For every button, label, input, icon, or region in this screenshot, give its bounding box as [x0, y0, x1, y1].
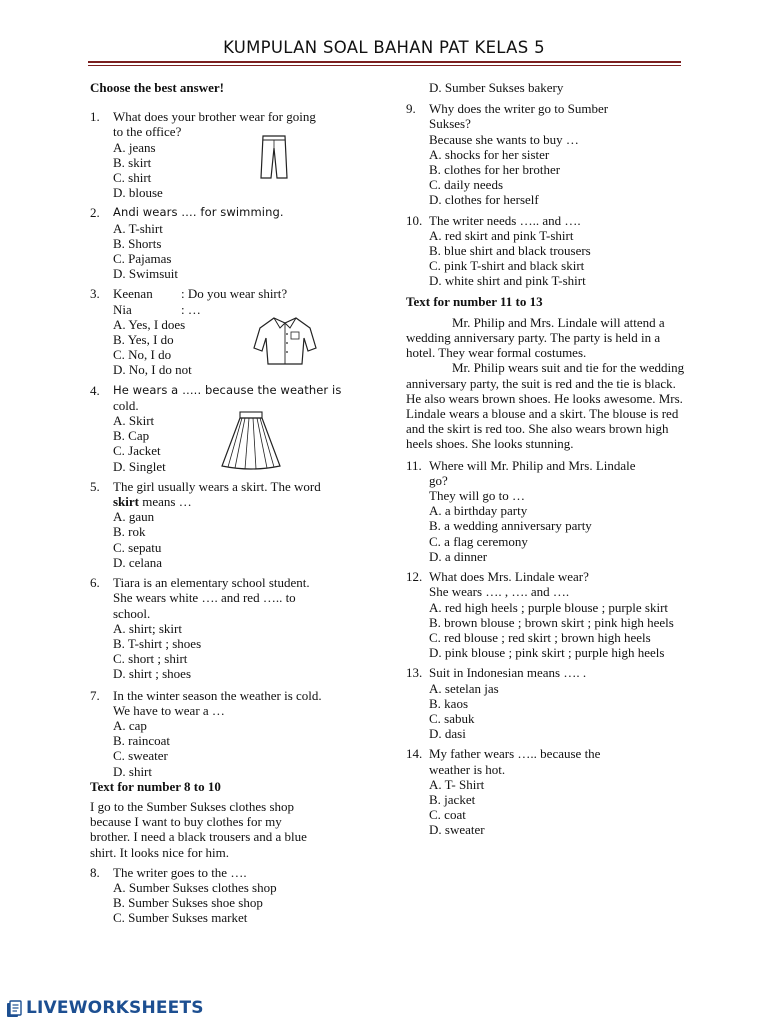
question-text: He wears a ….. because the weather is — [113, 382, 342, 397]
question-text — [113, 494, 395, 509]
question-text: She wears white …. and red ….. to — [113, 590, 296, 606]
title-rule-thick — [88, 61, 681, 63]
speaker: Nia — [113, 301, 132, 317]
keyword: skirt — [113, 494, 139, 510]
option-b[interactable]: B. rok — [113, 524, 146, 540]
reading-text — [90, 799, 395, 860]
option-a[interactable]: A. cap — [113, 717, 147, 733]
question-text: My father wears ….. because the — [429, 746, 601, 762]
option-a[interactable]: A. Sumber Sukses clothes shop — [113, 879, 277, 895]
brand-name: LIVEWORKSHEETS — [26, 998, 204, 1019]
reading-text-paragraph-2: Mr. Philip wears suit and tie for the wedding anniversary party, the suit is red and the tie is black. He also wears brown shoes. He looks awesome. Mrs. Lindale wears a blouse and a skirt. The blouse is red and the skirt is red too. She also wears brown high heels shoes. She looks stunning. — [406, 360, 685, 452]
question-14 — [406, 746, 688, 837]
question-text: They will go to … — [429, 488, 526, 504]
question-text: Where will Mr. Philip and Mrs. Lindale — [429, 457, 636, 473]
question-number: 2. — [90, 205, 100, 221]
option-b[interactable]: B. raincoat — [113, 733, 171, 749]
question-text: The girl usually wears a skirt. The word — [113, 478, 321, 494]
option-d[interactable]: D. clothes for herself — [429, 192, 539, 208]
option-c[interactable]: C. a flag ceremony — [429, 533, 528, 549]
question-number: 3. — [90, 286, 100, 302]
title-rule-thin — [88, 65, 681, 66]
option-a[interactable]: A. red high heels ; purple blouse ; purple skirt — [429, 599, 669, 615]
page-title: KUMPULAN SOAL BAHAN PAT KELAS 5 — [223, 38, 545, 57]
option-b[interactable]: B. clothes for her brother — [429, 162, 561, 178]
question-text: Tiara is an elementary school student. — [113, 575, 310, 591]
option-d[interactable]: D. white shirt and pink T-shirt — [429, 273, 586, 289]
question-number: 1. — [90, 109, 100, 125]
option-a[interactable]: A. setelan jas — [429, 680, 499, 696]
dialogue-line — [113, 286, 395, 301]
question-text: Why does the writer go to Sumber — [429, 101, 609, 117]
question-number: 6. — [90, 575, 100, 591]
option-b[interactable]: B. skirt — [113, 154, 152, 170]
option-d[interactable]: D. shirt ; shoes — [113, 666, 191, 682]
question-2 — [90, 205, 395, 281]
option-c[interactable]: C. pink T-shirt and black skirt — [429, 258, 585, 274]
option-b[interactable]: B. Yes, I do — [113, 332, 174, 348]
liveworksheets-brand[interactable] — [6, 1000, 204, 1018]
question-10 — [406, 213, 688, 289]
option-d[interactable]: D. sweater — [429, 822, 485, 838]
reading-text-line: because I want to buy clothes for my — [90, 814, 282, 830]
option-c[interactable]: C. coat — [429, 807, 466, 823]
option-c[interactable]: C. No, I do — [113, 347, 172, 363]
option-d[interactable]: D. pink blouse ; pink skirt ; purple high heels — [429, 645, 665, 661]
option-a[interactable]: A. T-shirt — [113, 220, 163, 236]
option-c[interactable]: C. shirt — [113, 170, 152, 186]
option-d[interactable]: D. Singlet — [113, 458, 166, 474]
question-text: Sukses? — [429, 116, 471, 132]
reading-text-paragraph-1: Mr. Philip and Mrs. Lindale will attend a wedding anniversary party. The party is held in a hotel. They wear formal costumes. — [406, 314, 665, 361]
question-number: 8. — [90, 864, 100, 880]
option-a[interactable]: A. Yes, I does — [113, 316, 186, 332]
question-text: The writer needs ….. and …. — [429, 212, 581, 228]
question-1 — [90, 109, 395, 200]
question-text: Suit in Indonesian means …. . — [429, 665, 587, 681]
trousers-icon — [258, 134, 290, 180]
question-text: cold. — [113, 397, 139, 413]
question-number: 13. — [406, 665, 423, 681]
option-a[interactable]: A. Skirt — [113, 413, 155, 429]
question-text: In the winter season the weather is cold. — [113, 687, 322, 703]
question-text-rest: means … — [139, 494, 192, 510]
option-b[interactable]: B. blue shirt and black trousers — [429, 243, 591, 259]
question-9 — [406, 101, 688, 207]
option-c[interactable]: C. sepatu — [113, 539, 162, 555]
option-c[interactable]: C. Sumber Sukses market — [113, 910, 248, 926]
instruction: Choose the best answer! — [90, 80, 224, 95]
question-5 — [90, 479, 395, 570]
option-b[interactable]: B. Cap — [113, 428, 150, 444]
option-c[interactable]: C. sabuk — [429, 710, 475, 726]
right-column — [406, 80, 688, 843]
liveworksheets-logo-icon — [6, 1000, 22, 1018]
question-number: 7. — [90, 687, 100, 703]
question-text: She wears …. , …. and …. — [429, 584, 570, 600]
speaker: Keenan — [113, 286, 153, 302]
question-11 — [406, 458, 688, 564]
option-c[interactable]: C. sweater — [113, 748, 168, 764]
option-a[interactable]: A. a birthday party — [429, 503, 528, 519]
question-6 — [90, 575, 395, 681]
left-column — [90, 80, 395, 931]
option-b[interactable]: B. T-shirt ; shoes — [113, 635, 202, 651]
option-a[interactable]: A. jeans — [113, 139, 156, 155]
option-d[interactable]: D. No, I do not — [113, 362, 192, 378]
question-text: go? — [429, 472, 448, 488]
option-d[interactable]: D. Swimsuit — [113, 266, 179, 282]
option-a[interactable]: A. shirt; skirt — [113, 620, 182, 636]
skirt-icon — [218, 410, 284, 472]
question-text: school. — [113, 605, 151, 621]
option-b[interactable]: B. jacket — [429, 791, 476, 807]
option-d[interactable]: D. blouse — [113, 185, 163, 201]
question-number: 12. — [406, 569, 423, 585]
question-number: 10. — [406, 212, 423, 228]
utterance: : … — [181, 301, 201, 317]
option-c[interactable]: C. red blouse ; red skirt ; brown high heels — [429, 629, 651, 645]
question-text: What does your brother wear for going — [113, 109, 316, 125]
question-number: 11. — [406, 457, 422, 473]
question-number: 4. — [90, 382, 100, 398]
option-b[interactable]: B. kaos — [429, 695, 468, 711]
question-number: 9. — [406, 101, 416, 117]
question-8 — [90, 865, 395, 926]
option-b[interactable]: B. Sumber Sukses shoe shop — [113, 895, 263, 911]
option-b[interactable]: B. Shorts — [113, 235, 162, 251]
question-text: weather is hot. — [429, 761, 506, 777]
option-a[interactable]: A. gaun — [113, 509, 155, 525]
option-c[interactable]: C. short ; shirt — [113, 651, 188, 667]
question-number: 14. — [406, 746, 423, 762]
question-13 — [406, 665, 688, 741]
option-d[interactable]: D. dasi — [429, 726, 466, 742]
question-number: 5. — [90, 478, 100, 494]
option-d[interactable]: D. a dinner — [429, 548, 488, 564]
option-a[interactable]: A. red skirt and pink T-shirt — [429, 227, 574, 243]
option-d[interactable]: D. shirt — [113, 763, 152, 779]
question-text: Andi wears …. for swimming. — [113, 205, 284, 220]
utterance: : Do you wear shirt? — [181, 286, 288, 302]
question-text: Because she wants to buy … — [429, 131, 579, 147]
question-3 — [90, 286, 395, 377]
reading-text-line: brother. I need a black trousers and a blue — [90, 829, 307, 845]
option-b[interactable]: B. brown blouse ; brown skirt ; pink high heels — [429, 614, 674, 630]
reading-text-line: I go to the Sumber Sukses clothes shop — [90, 798, 295, 814]
option-a[interactable]: A. shocks for her sister — [429, 146, 550, 162]
reading-text-line: shirt. It looks nice for him. — [90, 844, 230, 860]
question-text: We have to wear a … — [113, 702, 225, 718]
option-c[interactable]: C. daily needs — [429, 177, 504, 193]
option-b[interactable]: B. a wedding anniversary party — [429, 518, 592, 534]
question-text: to the office? — [113, 124, 182, 140]
reading-text-heading: Text for number 8 to 10 — [90, 778, 221, 794]
question-7 — [90, 688, 395, 779]
question-12 — [406, 569, 688, 660]
option-a[interactable]: A. T- Shirt — [429, 776, 485, 792]
option-c[interactable]: C. Jacket — [113, 443, 161, 459]
option-d[interactable]: D. celana — [113, 554, 163, 570]
question-text: The writer goes to the …. — [113, 864, 247, 880]
question-8-continued — [406, 80, 688, 95]
option-c[interactable]: C. Pajamas — [113, 251, 172, 267]
reading-text-heading: Text for number 11 to 13 — [406, 293, 543, 309]
question-text: What does Mrs. Lindale wear? — [429, 569, 589, 585]
option-d[interactable]: D. Sumber Sukses bakery — [429, 80, 564, 95]
shirt-icon — [252, 314, 318, 366]
